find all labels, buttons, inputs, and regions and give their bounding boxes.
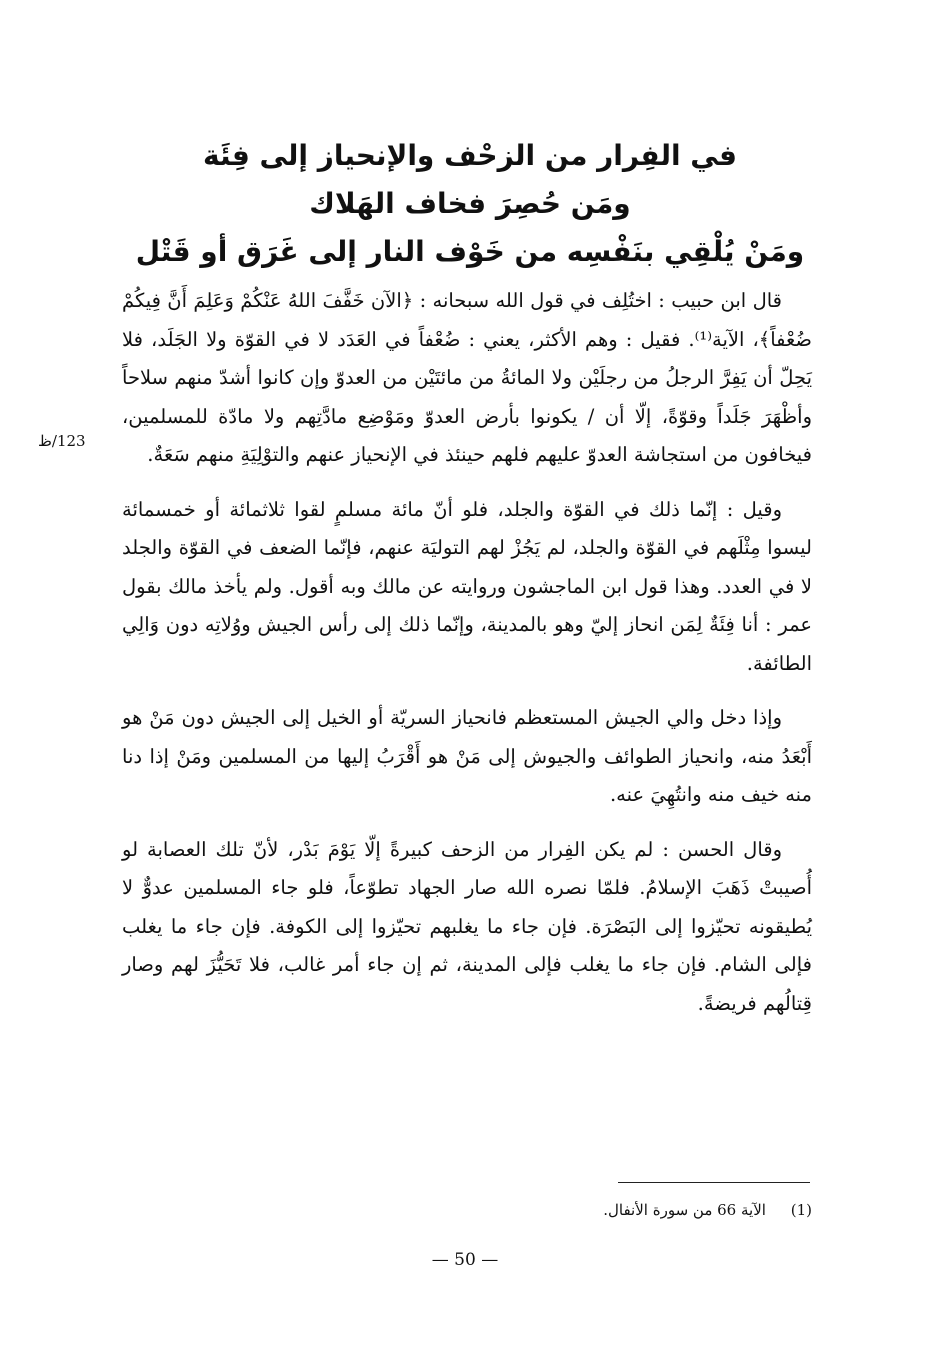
footnote-number: (1)	[790, 1201, 812, 1219]
body-text	[122, 282, 812, 1039]
footnote-divider	[618, 1182, 810, 1183]
chapter-title	[120, 132, 820, 276]
footnote-text: الآية 66 من سورة الأنفال.	[603, 1201, 766, 1219]
title-line-2: ومَن حُصِرَ فخاف الهَلاك	[309, 187, 631, 220]
title-line-3: ومَنْ يُلْقِي بنَفْسِه من خَوْف النار إلى غَرَق أو قَتْل	[135, 235, 805, 268]
paragraph-1: قال ابن حبيب : اختُلِف في قول الله سبحانه : ﴿الآن خَفَّفَ اللهُ عَنْكُمْ وَعَلِمَ أَنَّ فِيكُمْ ضُعْفاً﴾، الآية⁽¹⁾. فقيل : وهم الأكثر، يعني : ضُعْفاً في العَدَد لا في القوّة ولا الجَلَد، فلا يَحِلّ أن يَفِرَّ الرجلُ من رجلَيْن ولا المائةُ من مائتَيْن من العدوّ وإن كانوا أشدّ منهم سلاحاً وأظْهَرَ جَلَداً وقوّةً، إلّا أن / يكونوا بأرض العدوّ ومَوْضِع مادَّتِهم ولا مادّة للمسلمين، فيخافون من استجاشة العدوّ عليهم فلهم حينئذ في الإنحياز عنهم والتوْلِيَةِ منهم سَعَةٌ.	[122, 289, 812, 466]
paragraph-3: وإذا دخل والي الجيش المستعظم فانحياز السريّة أو الخيل إلى الجيش دون مَنْ هو أَبْعَدُ منه، وانحياز الطوائف والجيوش إلى مَنْ هو أَقْرَبُ إليها من المسلمين ومَنْ إذا دنا منه خيف منه وانتُهِيَ عنه.	[122, 706, 812, 806]
footnote	[360, 1198, 812, 1222]
paragraph-4: وقال الحسن : لم يكن الفِرار من الزحف كبيرةً إلّا يَوْمَ بَدْر، لأنّ تلك العصابة لو أُصيبتْ ذَهَبَ الإسلامُ. فلمّا نصره الله صار الجهاد تطوّعاً، فلو جاء المسلمين عدوٌّ لا يُطيقونه تحيّزوا إلى البَصْرَة. فإن جاء ما يغلبهم تحيّزوا إلى الكوفة. فإن جاء ما يغلب فإلى الشام. فإن جاء ما يغلب فإلى المدينة، ثم إن جاء أمر غالب، فلا تَحَيُّزَ لهم وصار قِتالُهم فريضةً.	[122, 837, 812, 1015]
manuscript-folio-note: 123/ظ	[38, 432, 86, 450]
paragraph-2: وقيل : إنّما ذلك في القوّة والجلد، فلو أنّ مائة مسلمٍ لقوا ثلاثمائة أو خمسمائة ليسوا مِثْلَهم في القوّة والجلد، لم يَجُزْ لهم التوليَة عنهم، فإنّما الضعف في القوّة والجلد لا في العدد. وهذا قول ابن الماجشون وروايته عن مالك وبه أقول. ولم يأخذ مالك بقول عمر : أنا فِئَةٌ لِمَن انحاز إليّ وهو بالمدينة، وإنّما ذلك إلى رأس الجيش ووُلاتِه دون وَالِي الطائفة.	[122, 497, 812, 675]
page-number: — 50 —	[431, 1250, 499, 1270]
title-line-1: في الفِرار من الزحْف والإنحياز إلى فِئَة	[203, 139, 737, 172]
